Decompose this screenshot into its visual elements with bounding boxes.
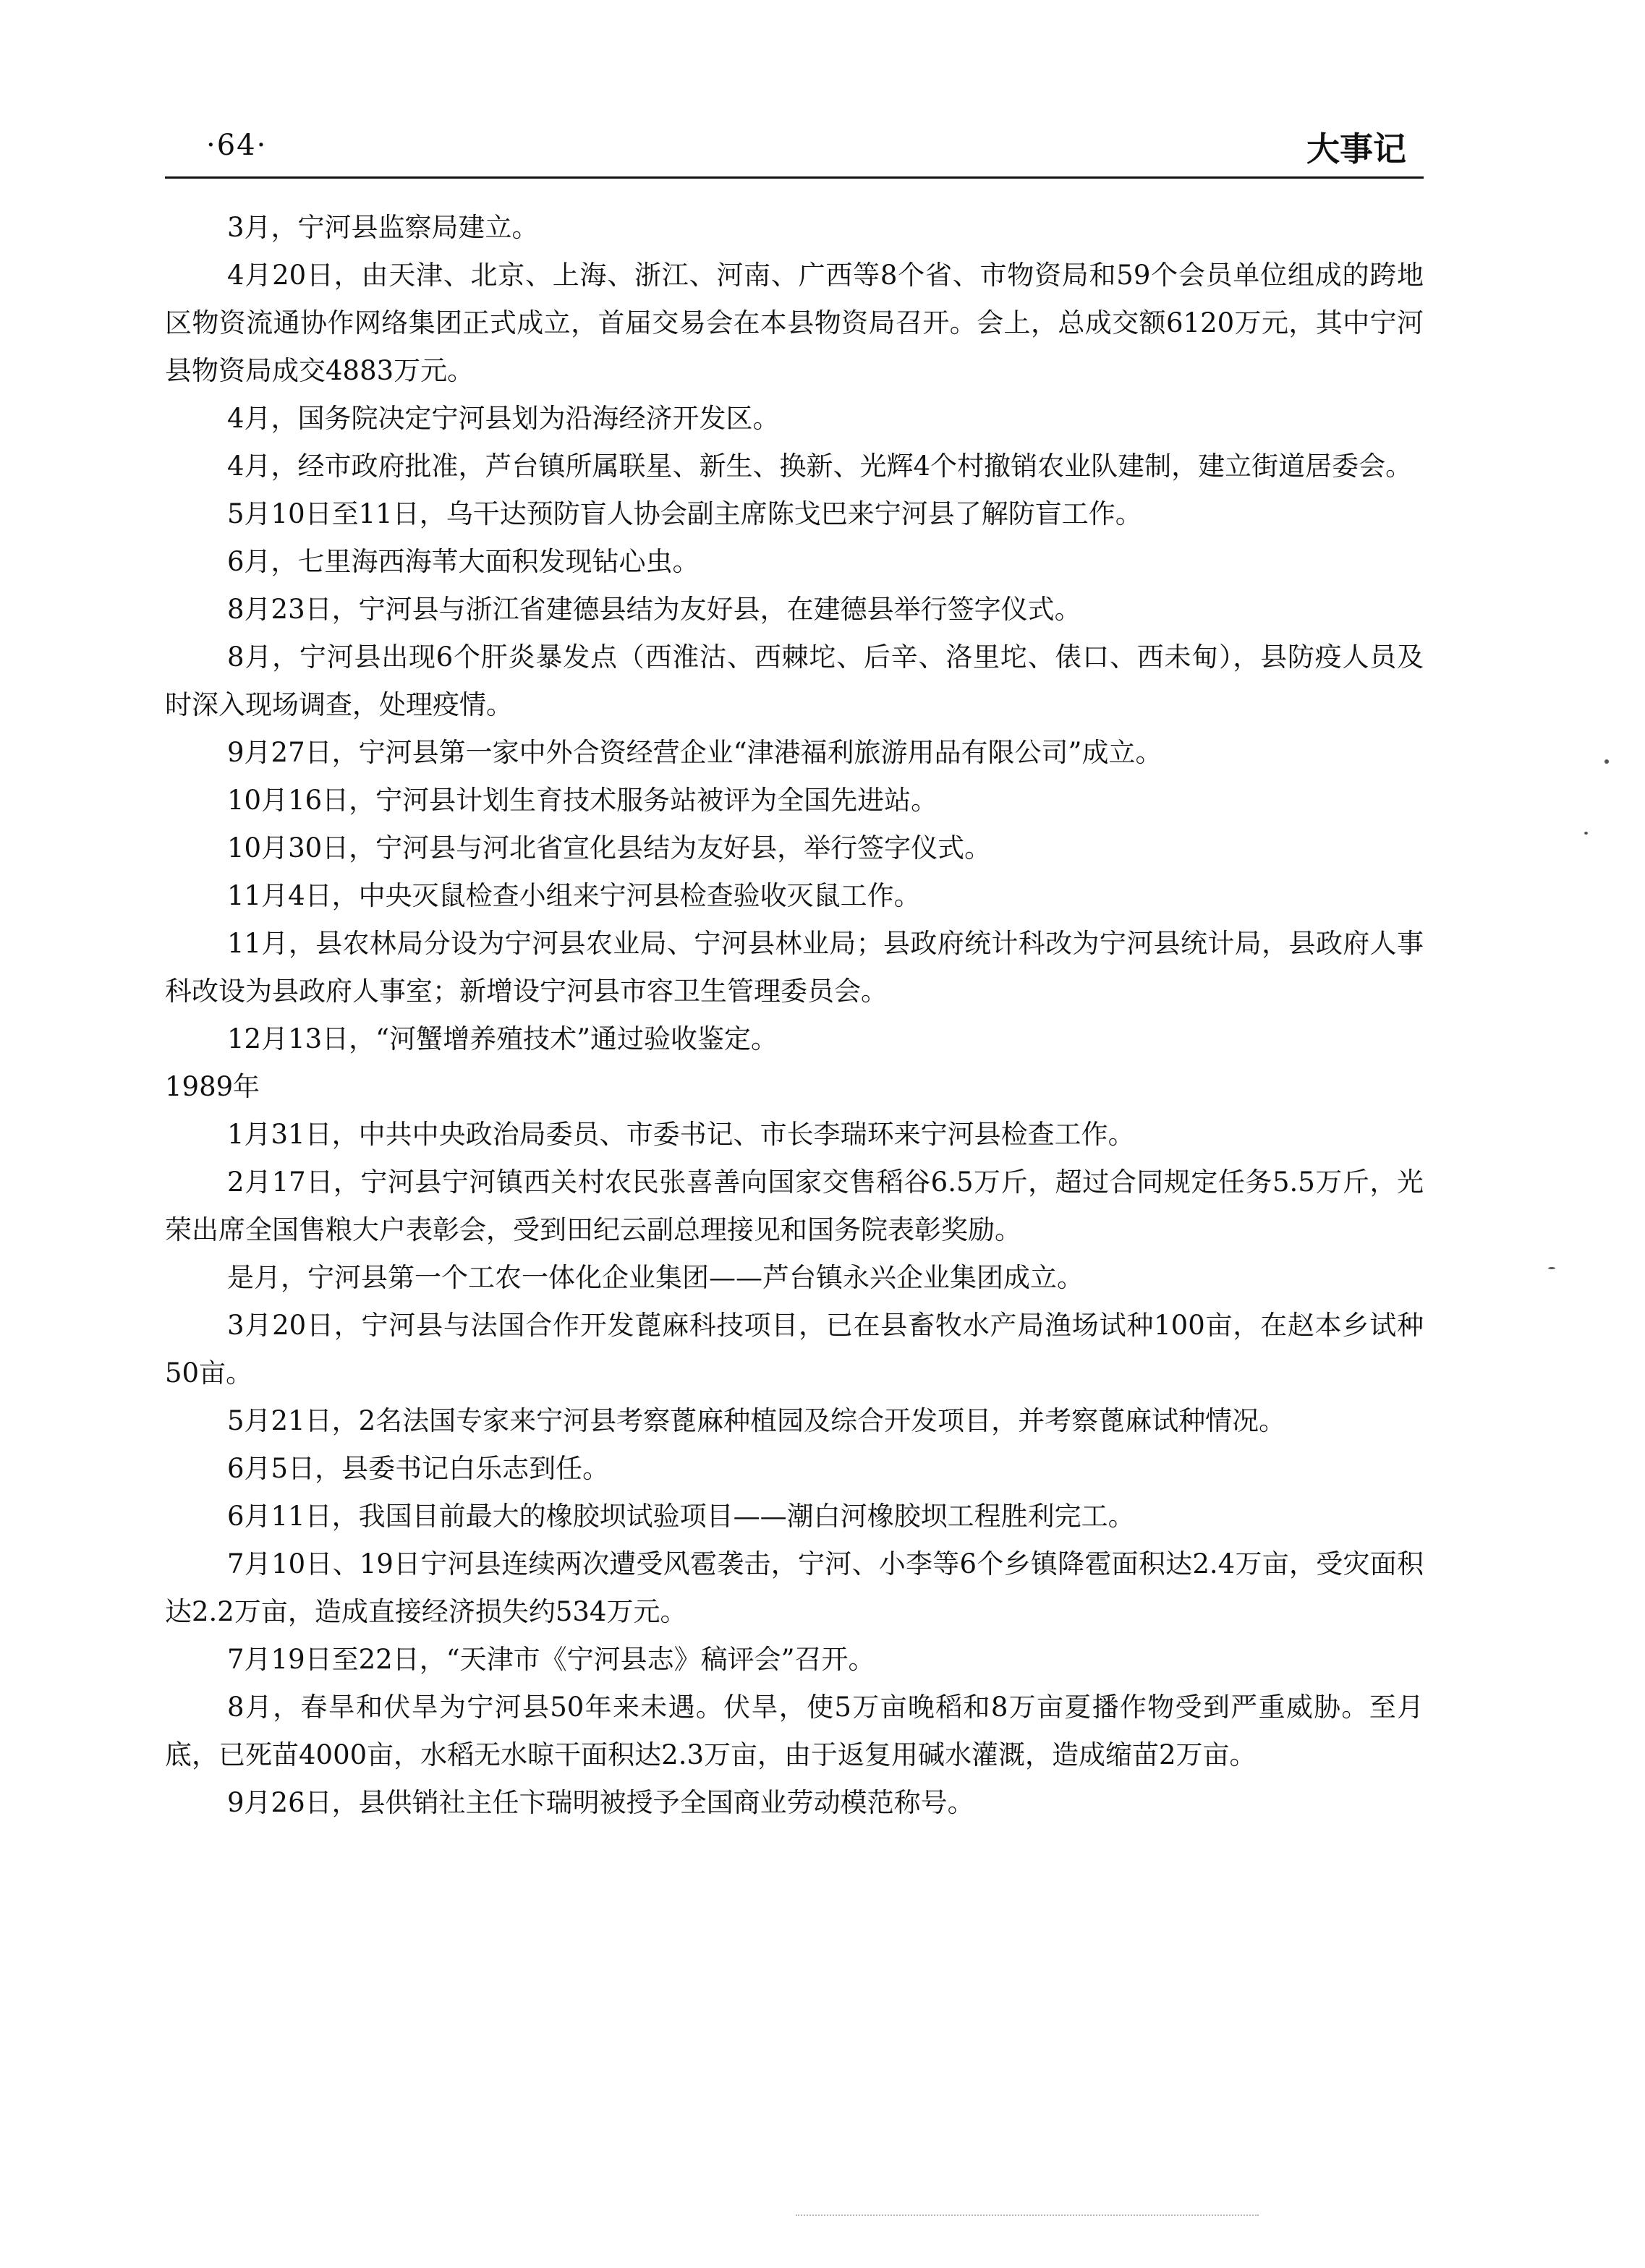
entry-1988-04-20: 4月20日，由天津、北京、上海、浙江、河南、广西等8个省、市物资局和59个会员单位组成的跨地区物资流通协作网络集团正式成立，首届交易会在本县物资局召开。会上，总成交额6120万元，其中宁河县物资局成交4883万元。 bbox=[165, 260, 1424, 386]
entry-1988-06: 6月，七里海西海苇大面积发现钻心虫。 bbox=[227, 546, 700, 577]
entry-1989-09-26: 9月26日，县供销社主任卞瑞明被授予全国商业劳动模范称号。 bbox=[227, 1787, 974, 1818]
entry-1988-12-13: 12月13日，“河蟹增养殖技术”通过验收鉴定。 bbox=[227, 1023, 778, 1054]
entry-1989-06-11: 6月11日，我国目前最大的橡胶坝试验项目——潮白河橡胶坝工程胜利完工。 bbox=[227, 1501, 1135, 1532]
entry-1988-03: 3月，宁河县监察局建立。 bbox=[227, 212, 539, 243]
scan-speck bbox=[1604, 759, 1609, 764]
entry-1988-08: 8月，宁河县出现6个肝炎暴发点（西淮沽、西棘坨、后辛、洛里坨、俵口、西未甸），县防疫人员及时深入现场调查，处理疫情。 bbox=[165, 641, 1424, 720]
entry-1988-05-10: 5月10日至11日，乌干达预防盲人协会副主席陈戈巴来宁河县了解防盲工作。 bbox=[227, 498, 1142, 529]
entry-1989-06-05: 6月5日，县委书记白乐志到任。 bbox=[227, 1453, 610, 1484]
entry-1988-10-30: 10月30日，宁河县与河北省宣化县结为友好县，举行签字仪式。 bbox=[227, 832, 992, 864]
entry-1988-08-23: 8月23日，宁河县与浙江省建德县结为友好县，在建德县举行签字仪式。 bbox=[227, 594, 1081, 625]
entry-1988-11-04: 11月4日，中央灭鼠检查小组来宁河县检查验收灭鼠工作。 bbox=[227, 880, 921, 911]
scan-speck bbox=[1584, 832, 1588, 835]
entry-1989-05-21: 5月21日，2名法国专家来宁河县考察蓖麻种植园及综合开发项目，并考察蓖麻试种情况。 bbox=[227, 1405, 1286, 1436]
chronicle-body bbox=[165, 204, 1424, 1827]
page-number: ·64· bbox=[206, 129, 268, 162]
entry-1989-02-17: 2月17日，宁河县宁河镇西关村农民张喜善向国家交售稻谷6.5万斤，超过合同规定任务5.5万斤，光荣出席全国售粮大户表彰会，受到田纪云副总理接见和国务院表彰奖励。 bbox=[165, 1167, 1424, 1245]
scan-noise-line bbox=[796, 2214, 1259, 2216]
year-heading-1989: 1989年 bbox=[165, 1071, 260, 1102]
entry-1989-03-20: 3月20日，宁河县与法国合作开发蓖麻科技项目，已在县畜牧水产局渔场试种100亩，在赵本乡试种50亩。 bbox=[165, 1310, 1424, 1389]
entry-1989-07-10: 7月10日、19日宁河县连续两次遭受风雹袭击，宁河、小李等6个乡镇降雹面积达2.4万亩，受灾面积达2.2万亩，造成直接经济损失约534万元。 bbox=[165, 1548, 1424, 1627]
entry-1988-11: 11月，县农林局分设为宁河县农业局、宁河县林业局；县政府统计科改为宁河县统计局，县政府人事科改设为县政府人事室；新增设宁河县市容卫生管理委员会。 bbox=[165, 928, 1424, 1007]
entry-1989-08: 8月，春旱和伏旱为宁河县50年来未遇。伏旱，使5万亩晚稻和8万亩夏播作物受到严重威胁。至月底，已死苗4000亩，水稻无水晾干面积达2.3万亩，由于返复用碱水灌溉，造成缩苗2万亩。 bbox=[165, 1692, 1424, 1770]
entry-1988-04-b: 4月，经市政府批准，芦台镇所属联星、新生、换新、光辉4个村撤销农业队建制，建立街道居委会。 bbox=[227, 451, 1413, 482]
entry-1989-02-same-month: 是月，宁河县第一个工农一体化企业集团——芦台镇永兴企业集团成立。 bbox=[227, 1262, 1084, 1293]
entry-1989-01-31: 1月31日，中共中央政治局委员、市委书记、市长李瑞环来宁河县检查工作。 bbox=[227, 1119, 1135, 1150]
entry-1988-04-a: 4月，国务院决定宁河县划为沿海经济开发区。 bbox=[227, 403, 780, 434]
section-title: 大事记 bbox=[1306, 129, 1406, 169]
entry-1989-07-19: 7月19日至22日，“天津市《宁河县志》稿评会”召开。 bbox=[227, 1644, 875, 1675]
header-divider bbox=[165, 176, 1424, 179]
scan-speck bbox=[1548, 1267, 1555, 1269]
entry-1988-09-27: 9月27日，宁河县第一家中外合资经营企业“津港福利旅游用品有限公司”成立。 bbox=[227, 737, 1162, 768]
entry-1988-10-16: 10月16日，宁河县计划生育技术服务站被评为全国先进站。 bbox=[227, 785, 938, 816]
